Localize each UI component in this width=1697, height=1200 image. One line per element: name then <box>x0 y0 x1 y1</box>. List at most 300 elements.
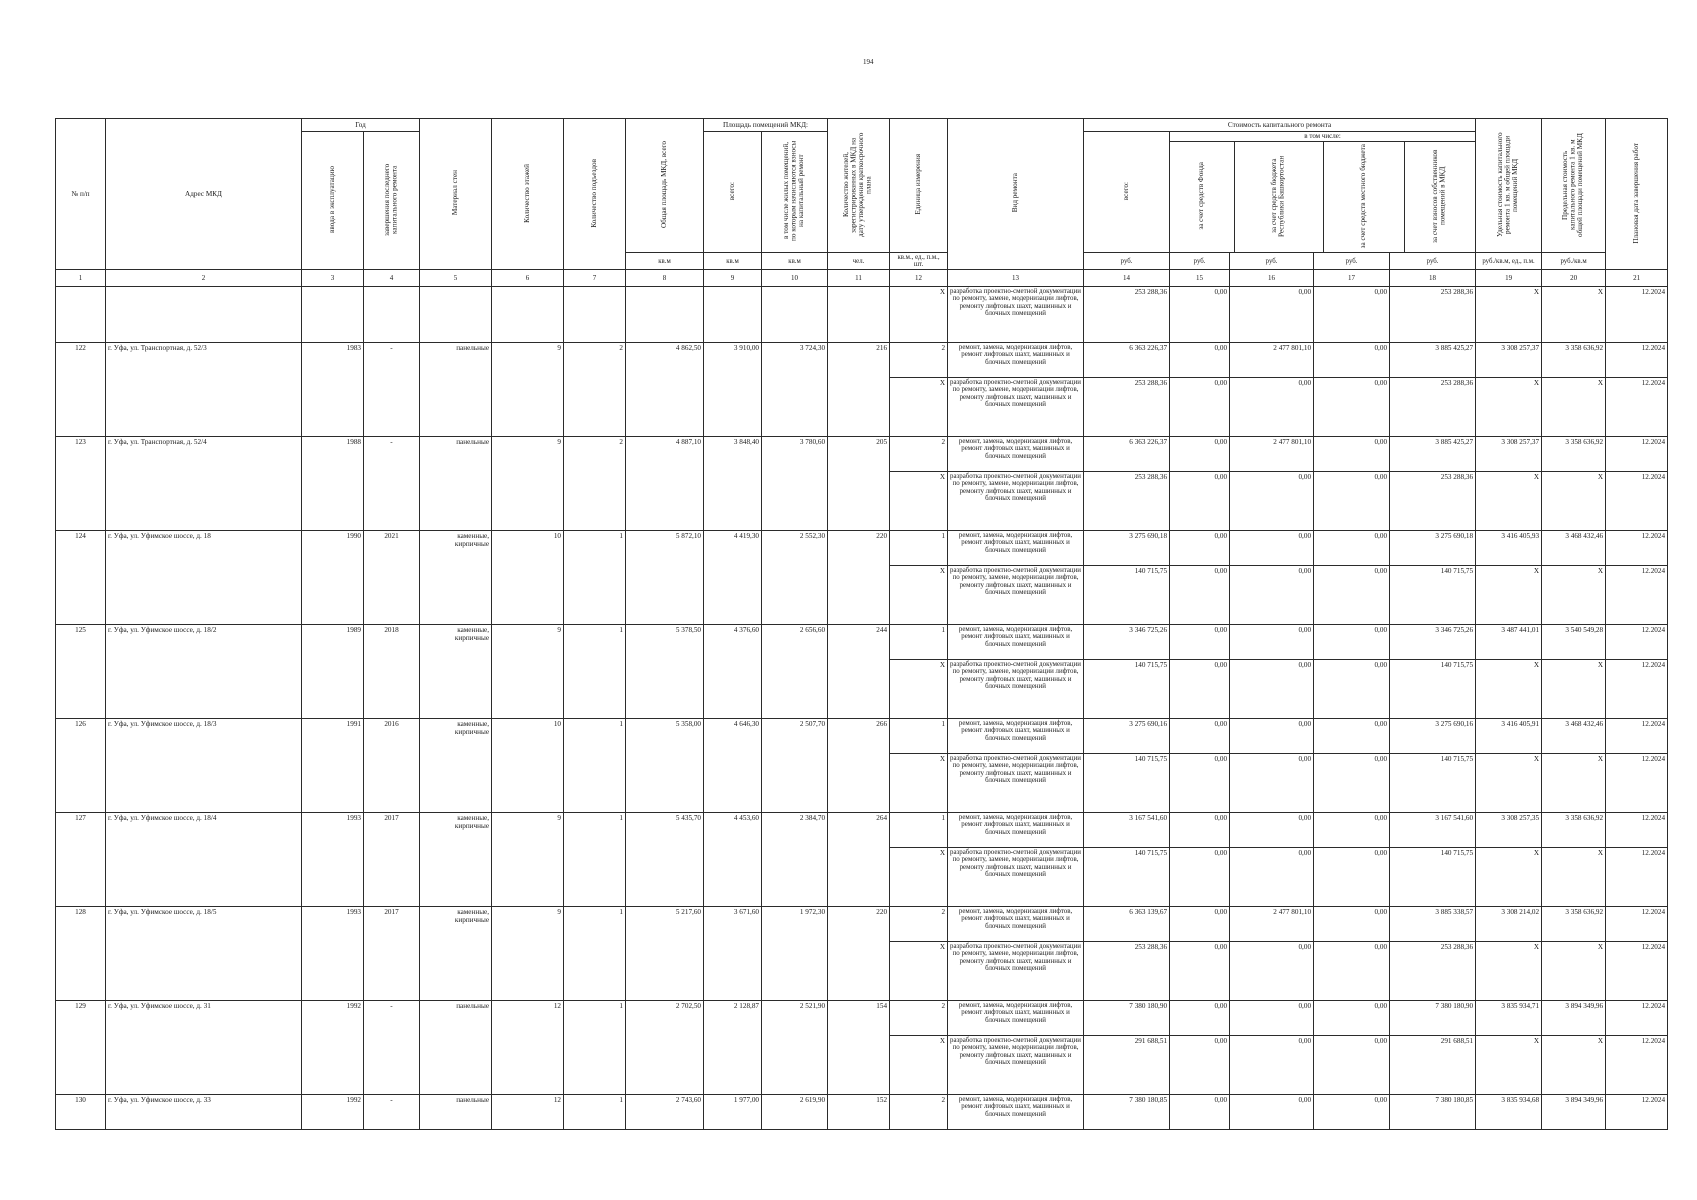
column-numbers-row <box>56 270 1668 287</box>
cell-date: 12.2024 <box>1606 566 1668 625</box>
cell-residents: 220 <box>828 531 890 625</box>
cell-max-cost: X <box>1542 848 1606 907</box>
cell-address: г. Уфа, ул. Уфимское шоссе, д. 31 <box>106 1001 302 1095</box>
cell-local: 0,00 <box>1314 754 1390 813</box>
cell-owners: 140 715,75 <box>1390 754 1476 813</box>
cell-address: г. Уфа, ул. Уфимское шоссе, д. 18/4 <box>106 813 302 907</box>
col-header-floors: Количество этажей <box>492 119 564 270</box>
cell-cost-total: 6 363 226,37 <box>1084 437 1170 472</box>
cell-max-cost: 3 358 636,92 <box>1542 437 1606 472</box>
cell-republic: 2 477 801,10 <box>1230 437 1314 472</box>
cell-max-cost: 3 894 349,96 <box>1542 1095 1606 1130</box>
cell-local: 0,00 <box>1314 378 1390 437</box>
cell-wall-material: каменные, кирпичные <box>420 719 492 813</box>
cell-empty <box>420 287 492 343</box>
cell-specific-cost: 3 308 257,35 <box>1476 813 1542 848</box>
col-number: 12 <box>890 270 948 287</box>
cell-fund: 0,00 <box>1170 660 1230 719</box>
cell-max-cost: 3 358 636,92 <box>1542 343 1606 378</box>
cell-n: 130 <box>56 1095 106 1130</box>
cell-floors: 10 <box>492 531 564 625</box>
cell-max-cost: X <box>1542 287 1606 343</box>
col-header-residents: Количество жителей, зарегистрированных в МКД на дату утверждения краткосрочного плана <box>828 119 890 253</box>
cell-unit: 1 <box>890 625 948 660</box>
cell-wall-material: панельные <box>420 343 492 437</box>
cell-work-type: разработка проектно-сметной документации по ремонту, замене, модернизации лифтов, ремонту лифтовых шахт, машинных и блочных помещений <box>948 1036 1084 1095</box>
cell-max-cost: 3 894 349,96 <box>1542 1001 1606 1036</box>
cell-wall-material: каменные, кирпичные <box>420 907 492 1001</box>
cell-total-area: 2 702,50 <box>626 1001 704 1095</box>
cell-date: 12.2024 <box>1606 378 1668 437</box>
cell-empty <box>492 287 564 343</box>
cell-max-cost: X <box>1542 754 1606 813</box>
cell-owners: 3 885 425,27 <box>1390 437 1476 472</box>
cell-year-commission: 1988 <box>302 437 364 531</box>
cell-year-commission: 1993 <box>302 813 364 907</box>
col-header-incl <box>1170 132 1476 253</box>
cell-work-type: разработка проектно-сметной документации по ремонту, замене, модернизации лифтов, ремонту лифтовых шахт, машинных и блочных помещений <box>948 754 1084 813</box>
cell-specific-cost: 3 835 934,68 <box>1476 1095 1542 1130</box>
col-number: 1 <box>56 270 106 287</box>
table-row <box>56 531 1668 566</box>
cell-specific-cost: X <box>1476 660 1542 719</box>
cell-entrances: 1 <box>564 625 626 719</box>
cell-owners: 3 885 425,27 <box>1390 343 1476 378</box>
cell-work-type: ремонт, замена, модернизация лифтов, ремонт лифтовых шахт, машинных и блочных помещений <box>948 343 1084 378</box>
cell-total-area: 4 887,10 <box>626 437 704 531</box>
incl-sub-table <box>1170 142 1475 252</box>
cell-local: 0,00 <box>1314 1095 1390 1130</box>
cell-wall-material: панельные <box>420 1095 492 1130</box>
cell-cost-total: 291 688,51 <box>1084 1036 1170 1095</box>
cell-unit: 2 <box>890 1001 948 1036</box>
cell-premises-total: 3 910,00 <box>704 343 762 437</box>
col-number: 14 <box>1084 270 1170 287</box>
cell-wall-material: каменные, кирпичные <box>420 625 492 719</box>
col-header-premises-group: Площадь помещений МКД: <box>704 119 828 132</box>
cell-max-cost: 3 358 636,92 <box>1542 907 1606 942</box>
col-number: 17 <box>1314 270 1390 287</box>
cell-empty <box>364 287 420 343</box>
cell-date: 12.2024 <box>1606 660 1668 719</box>
cell-entrances: 1 <box>564 1095 626 1130</box>
unit-fund: руб. <box>1170 253 1230 270</box>
cell-date: 12.2024 <box>1606 848 1668 907</box>
cell-year-last-repair: - <box>364 343 420 437</box>
cell-date: 12.2024 <box>1606 719 1668 754</box>
cell-fund: 0,00 <box>1170 472 1230 531</box>
table-row <box>56 625 1668 660</box>
col-header-total-area: Общая площадь МКД, всего <box>626 119 704 253</box>
cell-premises-total: 4 419,30 <box>704 531 762 625</box>
cell-cost-total: 6 363 226,37 <box>1084 343 1170 378</box>
col-number: 9 <box>704 270 762 287</box>
cell-cost-total: 140 715,75 <box>1084 754 1170 813</box>
cell-work-type: ремонт, замена, модернизация лифтов, ремонт лифтовых шахт, машинных и блочных помещений <box>948 1001 1084 1036</box>
cell-work-type: ремонт, замена, модернизация лифтов, ремонт лифтовых шахт, машинных и блочных помещений <box>948 719 1084 754</box>
cell-republic: 0,00 <box>1230 1001 1314 1036</box>
cell-republic: 0,00 <box>1230 625 1314 660</box>
cell-republic: 0,00 <box>1230 660 1314 719</box>
col-header-premises-contrib: в том числе жилых помещений, по которым начисляются взносы на капитальный ремонт <box>762 132 828 253</box>
cell-cost-total: 253 288,36 <box>1084 472 1170 531</box>
cell-year-commission: 1989 <box>302 625 364 719</box>
cell-year-commission: 1990 <box>302 531 364 625</box>
cell-wall-material: панельные <box>420 437 492 531</box>
col-header-owners: за счет взносов собственников помещений в МКД <box>1431 149 1448 243</box>
cell-fund: 0,00 <box>1170 343 1230 378</box>
cell-residents: 244 <box>828 625 890 719</box>
cell-year-commission: 1992 <box>302 1095 364 1130</box>
cell-premises-total: 4 646,30 <box>704 719 762 813</box>
cell-fund: 0,00 <box>1170 719 1230 754</box>
cell-specific-cost: 3 308 257,37 <box>1476 343 1542 378</box>
cell-local: 0,00 <box>1314 625 1390 660</box>
cell-work-type: разработка проектно-сметной документации по ремонту, замене, модернизации лифтов, ремонту лифтовых шахт, машинных и блочных помещений <box>948 378 1084 437</box>
cell-specific-cost: 3 308 214,02 <box>1476 907 1542 942</box>
col-number: 5 <box>420 270 492 287</box>
cell-republic: 2 477 801,10 <box>1230 907 1314 942</box>
cell-max-cost: X <box>1542 566 1606 625</box>
cell-cost-total: 253 288,36 <box>1084 942 1170 1001</box>
cell-owners: 253 288,36 <box>1390 942 1476 1001</box>
col-header-wall-material: Материал стен <box>420 119 492 270</box>
unit-owners: руб. <box>1390 253 1476 270</box>
cell-floors: 9 <box>492 907 564 1001</box>
cell-specific-cost: X <box>1476 287 1542 343</box>
unit-premises-total: кв.м <box>704 253 762 270</box>
cell-unit: X <box>890 287 948 343</box>
col-header-cost-group: Стоимость капитального ремонта <box>1084 119 1476 132</box>
cell-local: 0,00 <box>1314 1036 1390 1095</box>
cell-premises-contrib: 2 521,90 <box>762 1001 828 1095</box>
cell-address: г. Уфа, ул. Уфимское шоссе, д. 18/5 <box>106 907 302 1001</box>
cell-premises-total: 1 977,00 <box>704 1095 762 1130</box>
cell-local: 0,00 <box>1314 472 1390 531</box>
capital-repair-table-container <box>55 118 1667 1130</box>
col-header-year-last-repair: завершения последнего капитального ремонта <box>364 132 420 270</box>
cell-year-last-repair: 2018 <box>364 625 420 719</box>
col-number: 3 <box>302 270 364 287</box>
cell-residents: 220 <box>828 907 890 1001</box>
cell-unit: 1 <box>890 813 948 848</box>
cell-empty <box>762 287 828 343</box>
cell-republic: 0,00 <box>1230 1095 1314 1130</box>
capital-repair-table <box>55 118 1668 1130</box>
cell-total-area: 5 435,70 <box>626 813 704 907</box>
col-header-address: Адрес МКД <box>106 119 302 270</box>
cell-unit: 2 <box>890 907 948 942</box>
cell-unit: X <box>890 566 948 625</box>
cell-unit: X <box>890 942 948 1001</box>
cell-total-area: 5 358,00 <box>626 719 704 813</box>
col-header-premises-total: всего: <box>704 132 762 253</box>
col-header-max-cost: Предельная стоимость капитального ремонта 1 кв. м общей площади помещений МКД <box>1542 119 1606 253</box>
cell-cost-total: 140 715,75 <box>1084 566 1170 625</box>
cell-republic: 0,00 <box>1230 566 1314 625</box>
cell-work-type: разработка проектно-сметной документации по ремонту, замене, модернизации лифтов, ремонту лифтовых шахт, машинных и блочных помещений <box>948 472 1084 531</box>
table-row <box>56 1095 1668 1130</box>
cell-n: 128 <box>56 907 106 1001</box>
col-number: 21 <box>1606 270 1668 287</box>
cell-year-last-repair: 2017 <box>364 813 420 907</box>
cell-max-cost: 3 358 636,92 <box>1542 813 1606 848</box>
cell-fund: 0,00 <box>1170 566 1230 625</box>
cell-cost-total: 140 715,75 <box>1084 660 1170 719</box>
unit-max-cost: руб./кв.м <box>1542 253 1606 270</box>
cell-cost-total: 7 380 180,90 <box>1084 1001 1170 1036</box>
cell-year-last-repair: 2016 <box>364 719 420 813</box>
cell-premises-total: 3 848,40 <box>704 437 762 531</box>
cell-date: 12.2024 <box>1606 907 1668 942</box>
cell-owners: 7 380 180,85 <box>1390 1095 1476 1130</box>
col-header-planned-date: Плановая дата завершения работ <box>1606 119 1668 270</box>
cell-year-commission: 1991 <box>302 719 364 813</box>
cell-republic: 0,00 <box>1230 942 1314 1001</box>
cell-total-area: 5 872,10 <box>626 531 704 625</box>
col-header-specific-cost: Удельная стоимость капитального ремонта 1 кв. м общей площади помещений МКД <box>1476 119 1542 253</box>
cell-entrances: 1 <box>564 1001 626 1095</box>
col-number: 20 <box>1542 270 1606 287</box>
cell-floors: 9 <box>492 437 564 531</box>
unit-republic: руб. <box>1230 253 1314 270</box>
cell-date: 12.2024 <box>1606 1001 1668 1036</box>
cell-owners: 253 288,36 <box>1390 378 1476 437</box>
cell-fund: 0,00 <box>1170 1095 1230 1130</box>
cell-work-type: разработка проектно-сметной документации по ремонту, замене, модернизации лифтов, ремонту лифтовых шахт, машинных и блочных помещений <box>948 942 1084 1001</box>
cell-n: 124 <box>56 531 106 625</box>
cell-address: г. Уфа, ул. Уфимское шоссе, д. 18 <box>106 531 302 625</box>
cell-fund: 0,00 <box>1170 625 1230 660</box>
cell-unit: 1 <box>890 719 948 754</box>
cell-owners: 140 715,75 <box>1390 566 1476 625</box>
cell-residents: 205 <box>828 437 890 531</box>
cell-work-type: ремонт, замена, модернизация лифтов, ремонт лифтовых шахт, машинных и блочных помещений <box>948 531 1084 566</box>
cell-n: 127 <box>56 813 106 907</box>
cell-specific-cost: 3 308 257,37 <box>1476 437 1542 472</box>
cell-work-type: ремонт, замена, модернизация лифтов, ремонт лифтовых шахт, машинных и блочных помещений <box>948 907 1084 942</box>
table-row <box>56 437 1668 472</box>
cell-date: 12.2024 <box>1606 942 1668 1001</box>
col-number: 4 <box>364 270 420 287</box>
cell-local: 0,00 <box>1314 1001 1390 1036</box>
cell-local: 0,00 <box>1314 719 1390 754</box>
cell-republic: 0,00 <box>1230 813 1314 848</box>
cell-owners: 3 275 690,16 <box>1390 719 1476 754</box>
cell-fund: 0,00 <box>1170 531 1230 566</box>
col-header-fund: за счет средств Фонда <box>1170 142 1235 252</box>
cell-premises-total: 4 376,60 <box>704 625 762 719</box>
cell-address: г. Уфа, ул. Уфимское шоссе, д. 18/2 <box>106 625 302 719</box>
table-row <box>56 1001 1668 1036</box>
cell-cost-total: 253 288,36 <box>1084 378 1170 437</box>
cell-republic: 0,00 <box>1230 287 1314 343</box>
cell-specific-cost: X <box>1476 848 1542 907</box>
cell-empty <box>106 287 302 343</box>
col-number: 2 <box>106 270 302 287</box>
cell-max-cost: X <box>1542 1036 1606 1095</box>
cell-n: 125 <box>56 625 106 719</box>
cell-entrances: 1 <box>564 531 626 625</box>
table-row <box>56 813 1668 848</box>
cell-republic: 0,00 <box>1230 1036 1314 1095</box>
cell-date: 12.2024 <box>1606 1036 1668 1095</box>
cell-owners: 3 167 541,60 <box>1390 813 1476 848</box>
page-number: 194 <box>863 58 874 66</box>
cell-local: 0,00 <box>1314 437 1390 472</box>
table-body <box>56 287 1668 1130</box>
cell-fund: 0,00 <box>1170 754 1230 813</box>
cell-republic: 0,00 <box>1230 848 1314 907</box>
cell-cost-total: 3 275 690,18 <box>1084 531 1170 566</box>
cell-local: 0,00 <box>1314 942 1390 1001</box>
cell-residents: 264 <box>828 813 890 907</box>
col-number: 7 <box>564 270 626 287</box>
cell-owners: 7 380 180,90 <box>1390 1001 1476 1036</box>
cell-max-cost: 3 468 432,46 <box>1542 531 1606 566</box>
cell-premises-contrib: 2 656,60 <box>762 625 828 719</box>
cell-floors: 9 <box>492 625 564 719</box>
cell-empty <box>302 287 364 343</box>
cell-max-cost: 3 468 432,46 <box>1542 719 1606 754</box>
cell-year-last-repair: - <box>364 1095 420 1130</box>
cell-local: 0,00 <box>1314 848 1390 907</box>
cell-republic: 2 477 801,10 <box>1230 343 1314 378</box>
cell-specific-cost: X <box>1476 378 1542 437</box>
cell-specific-cost: X <box>1476 754 1542 813</box>
cell-unit: 2 <box>890 343 948 378</box>
col-header-unit: Единица измерения <box>890 119 948 253</box>
cell-local: 0,00 <box>1314 531 1390 566</box>
cell-owners: 253 288,36 <box>1390 472 1476 531</box>
cell-fund: 0,00 <box>1170 378 1230 437</box>
cell-fund: 0,00 <box>1170 287 1230 343</box>
cell-premises-contrib: 2 552,30 <box>762 531 828 625</box>
cell-local: 0,00 <box>1314 907 1390 942</box>
cell-fund: 0,00 <box>1170 848 1230 907</box>
cell-unit: X <box>890 660 948 719</box>
cell-local: 0,00 <box>1314 287 1390 343</box>
cell-specific-cost: 3 416 405,93 <box>1476 531 1542 566</box>
cell-entrances: 2 <box>564 343 626 437</box>
cell-work-type: ремонт, замена, модернизация лифтов, ремонт лифтовых шахт, машинных и блочных помещений <box>948 437 1084 472</box>
cell-owners: 140 715,75 <box>1390 848 1476 907</box>
cell-year-last-repair: - <box>364 437 420 531</box>
cell-date: 12.2024 <box>1606 531 1668 566</box>
cell-owners: 3 885 338,57 <box>1390 907 1476 942</box>
cell-date: 12.2024 <box>1606 813 1668 848</box>
cell-wall-material: панельные <box>420 1001 492 1095</box>
cell-premises-total: 4 453,60 <box>704 813 762 907</box>
continuation-row <box>56 287 1668 343</box>
cell-residents: 266 <box>828 719 890 813</box>
cell-max-cost: X <box>1542 472 1606 531</box>
cell-max-cost: 3 540 549,28 <box>1542 625 1606 660</box>
cell-work-type: ремонт, замена, модернизация лифтов, ремонт лифтовых шахт, машинных и блочных помещений <box>948 1095 1084 1130</box>
cell-cost-total: 3 346 725,26 <box>1084 625 1170 660</box>
cell-year-last-repair: 2017 <box>364 907 420 1001</box>
cell-date: 12.2024 <box>1606 625 1668 660</box>
cell-specific-cost: 3 487 441,01 <box>1476 625 1542 660</box>
cell-floors: 10 <box>492 719 564 813</box>
cell-entrances: 1 <box>564 813 626 907</box>
cell-specific-cost: 3 835 934,71 <box>1476 1001 1542 1036</box>
cell-specific-cost: X <box>1476 472 1542 531</box>
cell-republic: 0,00 <box>1230 754 1314 813</box>
cell-work-type: разработка проектно-сметной документации по ремонту, замене, модернизации лифтов, ремонту лифтовых шахт, машинных и блочных помещений <box>948 660 1084 719</box>
col-number: 11 <box>828 270 890 287</box>
cell-entrances: 1 <box>564 719 626 813</box>
cell-republic: 0,00 <box>1230 531 1314 566</box>
cell-wall-material: каменные, кирпичные <box>420 813 492 907</box>
cell-fund: 0,00 <box>1170 907 1230 942</box>
cell-n: 123 <box>56 437 106 531</box>
col-number: 13 <box>948 270 1084 287</box>
cell-premises-total: 2 128,87 <box>704 1001 762 1095</box>
cell-floors: 9 <box>492 343 564 437</box>
cell-work-type: разработка проектно-сметной документации по ремонту, замене, модернизации лифтов, ремонту лифтовых шахт, машинных и блочных помещений <box>948 566 1084 625</box>
cell-specific-cost: X <box>1476 942 1542 1001</box>
incl-label: в том числе: <box>1170 132 1475 142</box>
cell-total-area: 4 862,50 <box>626 343 704 437</box>
col-header-cost-total: всего: <box>1084 132 1170 253</box>
cell-unit: 2 <box>890 437 948 472</box>
cell-entrances: 1 <box>564 907 626 1001</box>
cell-unit: X <box>890 1036 948 1095</box>
cell-empty <box>704 287 762 343</box>
cell-empty <box>56 287 106 343</box>
cell-owners: 291 688,51 <box>1390 1036 1476 1095</box>
cell-premises-contrib: 1 972,30 <box>762 907 828 1001</box>
cell-floors: 12 <box>492 1001 564 1095</box>
cell-residents: 154 <box>828 1001 890 1095</box>
cell-max-cost: X <box>1542 942 1606 1001</box>
col-number: 15 <box>1170 270 1230 287</box>
cell-unit: X <box>890 848 948 907</box>
cell-fund: 0,00 <box>1170 813 1230 848</box>
cell-republic: 0,00 <box>1230 472 1314 531</box>
col-number: 19 <box>1476 270 1542 287</box>
cell-republic: 0,00 <box>1230 719 1314 754</box>
cell-specific-cost: X <box>1476 566 1542 625</box>
cell-local: 0,00 <box>1314 813 1390 848</box>
cell-owners: 3 346 725,26 <box>1390 625 1476 660</box>
cell-work-type: разработка проектно-сметной документации по ремонту, замене, модернизации лифтов, ремонту лифтовых шахт, машинных и блочных помещений <box>948 848 1084 907</box>
cell-date: 12.2024 <box>1606 437 1668 472</box>
cell-year-commission: 1983 <box>302 343 364 437</box>
cell-address: г. Уфа, ул. Уфимское шоссе, д. 33 <box>106 1095 302 1130</box>
cell-unit: X <box>890 754 948 813</box>
cell-n: 122 <box>56 343 106 437</box>
cell-max-cost: X <box>1542 378 1606 437</box>
unit-residents: чел. <box>828 253 890 270</box>
cell-owners: 3 275 690,18 <box>1390 531 1476 566</box>
cell-cost-total: 253 288,36 <box>1084 287 1170 343</box>
cell-date: 12.2024 <box>1606 343 1668 378</box>
cell-republic: 0,00 <box>1230 378 1314 437</box>
cell-wall-material: каменные, кирпичные <box>420 531 492 625</box>
cell-premises-contrib: 2 619,90 <box>762 1095 828 1130</box>
cell-residents: 216 <box>828 343 890 437</box>
cell-n: 129 <box>56 1001 106 1095</box>
cell-empty <box>564 287 626 343</box>
cell-fund: 0,00 <box>1170 437 1230 472</box>
cell-local: 0,00 <box>1314 566 1390 625</box>
table-row <box>56 343 1668 378</box>
cell-address: г. Уфа, ул. Уфимское шоссе, д. 18/3 <box>106 719 302 813</box>
unit-local: руб. <box>1314 253 1390 270</box>
col-header-local: за счет средств местного бюджета <box>1324 142 1405 252</box>
